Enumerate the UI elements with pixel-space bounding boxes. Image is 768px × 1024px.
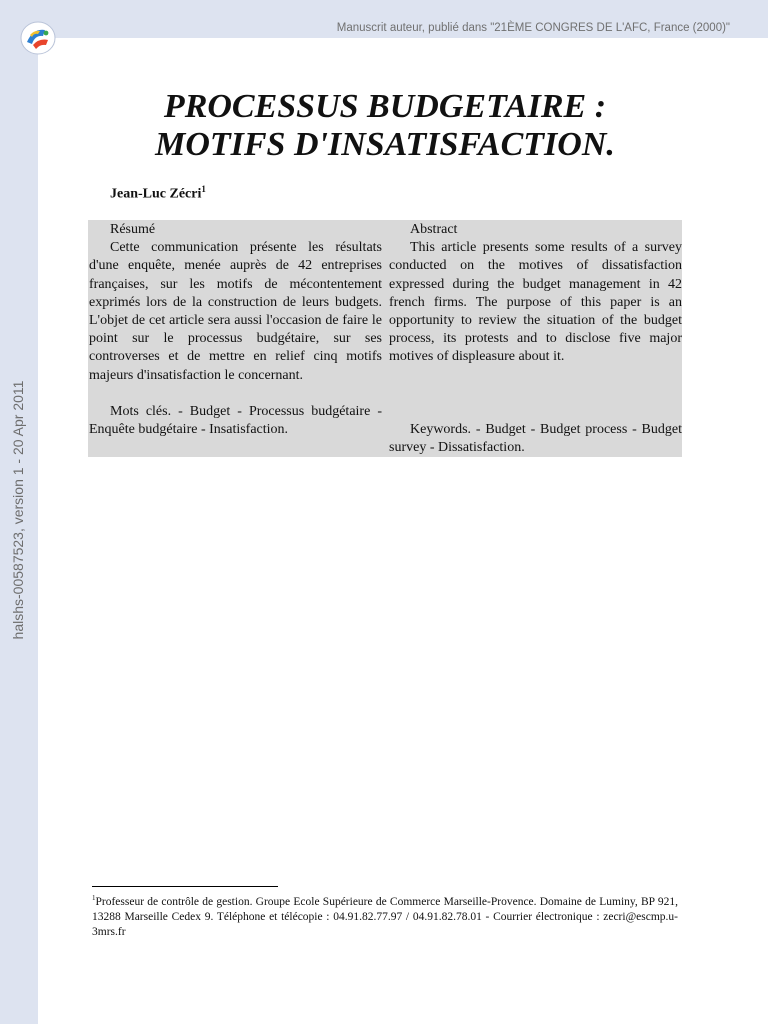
author-footnote	[92, 891, 678, 940]
paper-title-line-2: MOTIFS D'INSATISFACTION.	[155, 126, 615, 163]
hal-logo-icon	[19, 20, 57, 56]
french-keywords: Mots clés. - Budget - Processus budgétaire - Enquête budgétaire - Insatisfaction.	[89, 404, 382, 438]
abstract-french-column	[89, 221, 382, 439]
resume-heading: Résumé	[110, 222, 156, 237]
footnote-text: Professeur de contrôle de gestion. Groupe Ecole Supérieure de Commerce Marseille-Provence. Domaine de Luminy, BP 921, 13288 Marseille Cedex 9. Téléphone et télécopie : 04.91.82.77.97 / 04.91.82.78.01 - Courrier électronique : zecri@escmp.u-3mrs.fr	[92, 895, 678, 938]
author-name: Jean-Luc Zécri	[110, 186, 202, 202]
paper-title-line-1: PROCESSUS BUDGETAIRE :	[163, 88, 607, 125]
author-line	[110, 184, 206, 203]
english-keywords: Keywords. - Budget - Budget process - Budget survey - Dissatisfaction.	[389, 422, 682, 456]
footnote-rule	[92, 886, 278, 887]
hal-header-note: Manuscrit auteur, publié dans "21ÈME CONGRES DE L'AFC, France (2000)"	[336, 22, 730, 34]
resume-text: Cette communication présente les résultats d'une enquête, menée auprès de 42 entreprises françaises, sur les motifs de mécontentement exprimés lors de la construction de leurs budgets. L'objet de cet article sera aussi l'occasion de faire le point sur le processus budgétaire, sur ses controverses et de mettre en relief cinq motifs majeurs d'insatisfaction le concernant.	[89, 240, 382, 383]
footnote-mark: 1	[92, 894, 96, 902]
abstract-english-column	[389, 221, 682, 458]
abstract-text: This article presents some results of a survey conducted on the motives of dissatisfaction expressed during the budget management in 42 french firms. The purpose of this paper is an opportunity to review the situation of the budget process, its protests and to disclose five major motives of displeasure about it.	[389, 240, 682, 365]
author-footnote-mark: 1	[201, 184, 206, 194]
abstract-heading: Abstract	[410, 222, 458, 237]
hal-side-identifier-text: halshs-00587523, version 1 - 20 Apr 2011	[10, 380, 26, 640]
